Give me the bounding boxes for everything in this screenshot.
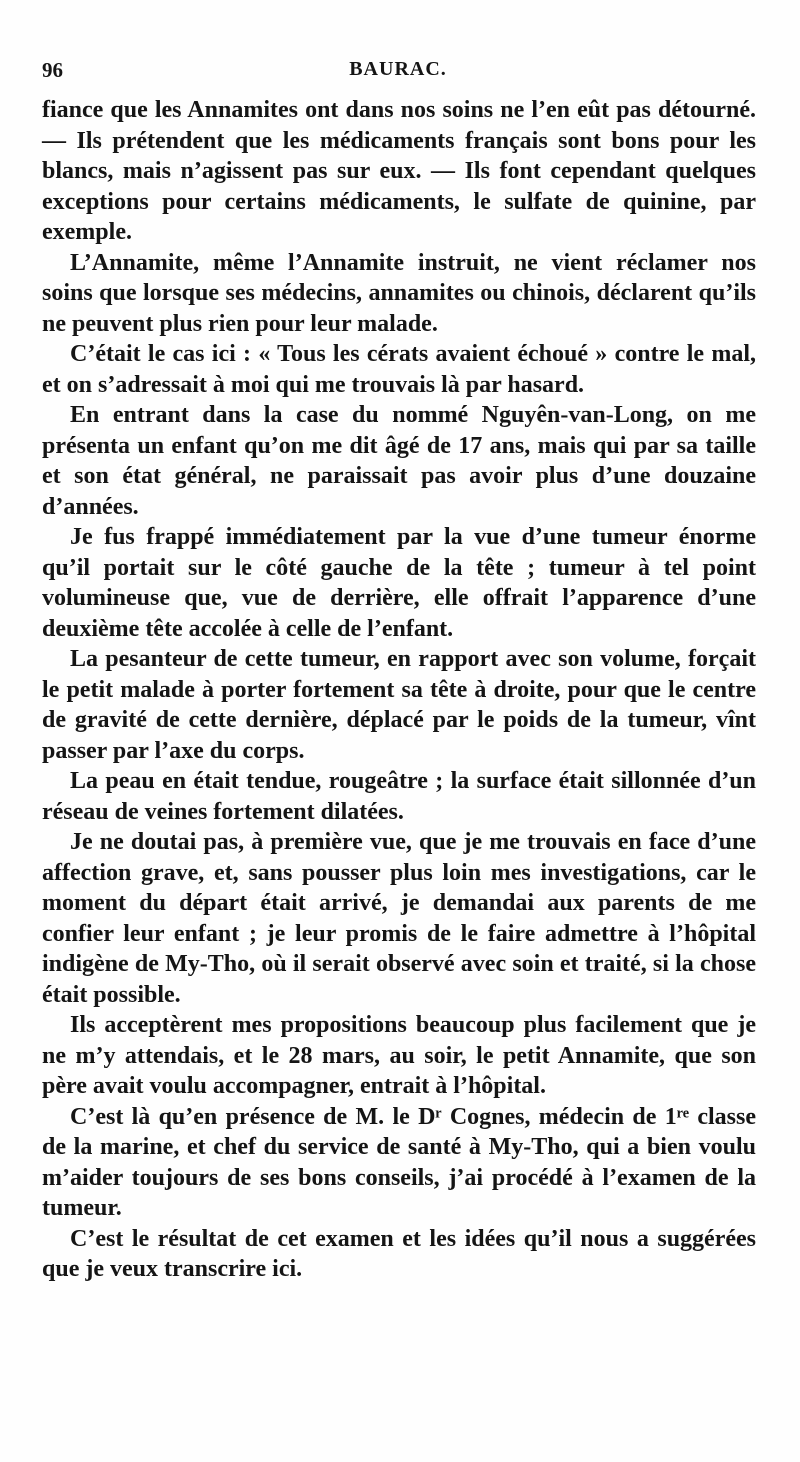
- paragraph: La pesanteur de cette tumeur, en rapport avec son volume, forçait le petit malade à porter fortement sa tête à droite, pour que le centre de gravité de cette dernière, déplacé par le poids de la tumeur, vînt passer par l’axe du corps.: [42, 646, 756, 764]
- paragraph: C’est le résultat de cet examen et les idées qu’il nous a suggérées que je veux transcrire ici.: [42, 1225, 756, 1282]
- page-header: [42, 58, 754, 84]
- paragraph: Je fus frappé immédiatement par la vue d’une tumeur énorme qu’il portait sur le côté gauche de la tête ; tumeur à tel point volumineuse que, vue de derrière, elle offrait l’apparence d’une deuxième tête accolée à celle de l’enfant.: [42, 524, 756, 642]
- paragraph-continuation: fiance que les Annamites ont dans nos soins ne l’en eût pas détourné. — Ils prétendent que les médicaments français sont bons pour les blancs, mais n’agissent pas sur eux. — Ils font cependant quelques exceptions pour certains médicaments, le sulfate de quinine, par exemple.: [42, 97, 756, 245]
- paragraph: Je ne doutai pas, à première vue, que je me trouvais en face d’une affection grave, et, sans pousser plus loin mes investigations, car le moment du départ était arrivé, je demandai aux parents de me confier leur enfant ; je leur promis de le faire admettre à l’hôpital indigène de My-Tho, où il serait observé avec soin et traité, si la chose était possible.: [42, 829, 756, 1008]
- paragraph: En entrant dans la case du nommé Nguyên-van-Long, on me présenta un enfant qu’on me dit âgé de 17 ans, mais qui par sa taille et son état général, ne paraissait pas avoir plus d’une douzaine d’années.: [42, 402, 756, 520]
- page-number: 96: [42, 58, 63, 82]
- paragraph: Ils acceptèrent mes propositions beaucoup plus facilement que je ne m’y attendais, et le 28 mars, au soir, le petit Annamite, que son père avait voulu accompagner, entrait à l’hôpital.: [42, 1012, 756, 1099]
- body-text: [42, 95, 756, 1285]
- running-head: BAURAC.: [349, 58, 447, 80]
- paragraph: La peau en était tendue, rougeâtre ; la surface était sillonnée d’un réseau de veines fortement dilatées.: [42, 768, 756, 825]
- paragraph: C’est là qu’en présence de M. le Dʳ Cognes, médecin de 1ʳᵉ classe de la marine, et chef du service de santé à My-Tho, qui a bien voulu m’aider toujours de ses bons conseils, j’ai procédé à l’examen de la tumeur.: [42, 1103, 756, 1221]
- paragraph: L’Annamite, même l’Annamite instruit, ne vient réclamer nos soins que lorsque ses médecins, annamites ou chinois, déclarent qu’ils ne peuvent plus rien pour leur malade.: [42, 249, 756, 337]
- paragraph: C’était le cas ici : « Tous les cérats avaient échoué » contre le mal, et on s’adressait à moi qui me trouvais là par hasard.: [42, 341, 756, 398]
